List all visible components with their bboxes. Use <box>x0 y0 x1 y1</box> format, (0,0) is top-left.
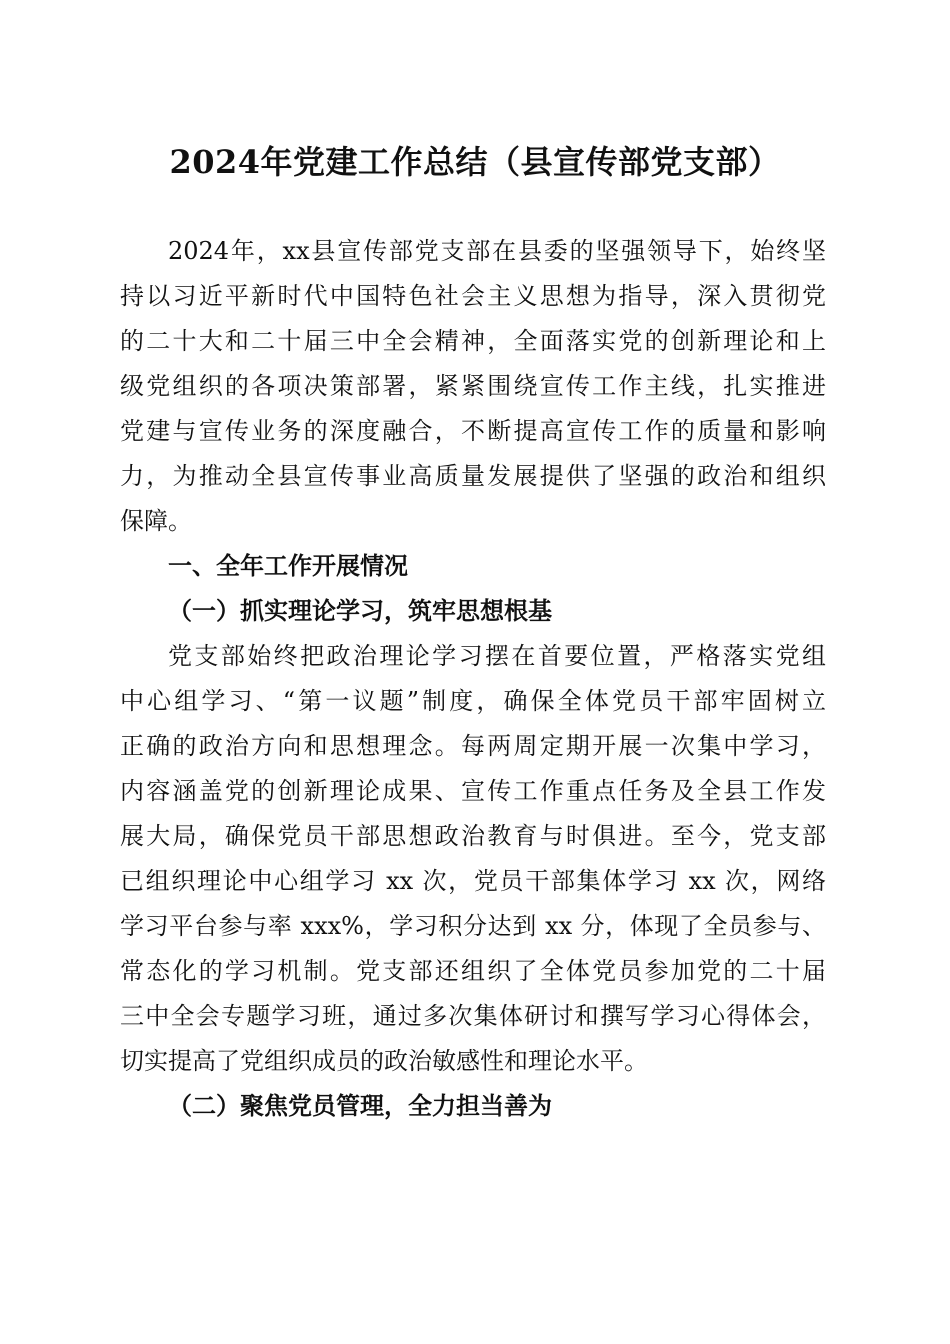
body-line: 内容涵盖党的创新理论成果、宣传工作重点任务及全县工作发 <box>120 777 826 805</box>
body-line: 已组织理论中心组学习 xx 次，党员干部集体学习 xx 次，网络 <box>120 867 826 895</box>
body-line: 常态化的学习机制。党支部还组织了全体党员参加党的二十届 <box>120 957 826 985</box>
intro-line: 2024年，xx县宣传部党支部在县委的坚强领导下，始终坚 <box>168 237 826 265</box>
body-line: 切实提高了党组织成员的政治敏感性和理论水平。 <box>120 1047 648 1075</box>
body-line: 学习平台参与率 xxx%，学习积分达到 xx 分，体现了全员参与、 <box>120 912 826 940</box>
intro-line: 力，为推动全县宣传事业高质量发展提供了坚强的政治和组织 <box>120 462 826 490</box>
body-line: 三中全会专题学习班，通过多次集体研讨和撰写学习心得体会， <box>120 1002 826 1030</box>
intro-line: 持以习近平新时代中国特色社会主义思想为指导，深入贯彻党 <box>120 282 826 310</box>
intro-line: 保障。 <box>120 507 192 535</box>
document-title: 2024年党建工作总结（县宣传部党支部） <box>169 143 781 181</box>
body-line: 正确的政治方向和思想理念。每两周定期开展一次集中学习， <box>120 732 826 760</box>
body-line: 展大局，确保党员干部思想政治教育与时俱进。至今，党支部 <box>120 822 826 850</box>
body-line: 党支部始终把政治理论学习摆在首要位置，严格落实党组 <box>168 642 826 670</box>
subsection-heading: （一）抓实理论学习，筑牢思想根基 <box>168 596 552 625</box>
intro-line: 的二十大和二十届三中全会精神，全面落实党的创新理论和上 <box>120 327 826 355</box>
intro-line: 党建与宣传业务的深度融合，不断提高宣传工作的质量和影响 <box>120 417 826 445</box>
intro-line: 级党组织的各项决策部署，紧紧围绕宣传工作主线，扎实推进 <box>120 372 826 400</box>
subsection-heading: （二）聚焦党员管理，全力担当善为 <box>168 1091 552 1120</box>
body-line: 中心组学习、“第一议题”制度，确保全体党员干部牢固树立 <box>120 687 826 715</box>
section-heading: 一、全年工作开展情况 <box>168 552 408 580</box>
